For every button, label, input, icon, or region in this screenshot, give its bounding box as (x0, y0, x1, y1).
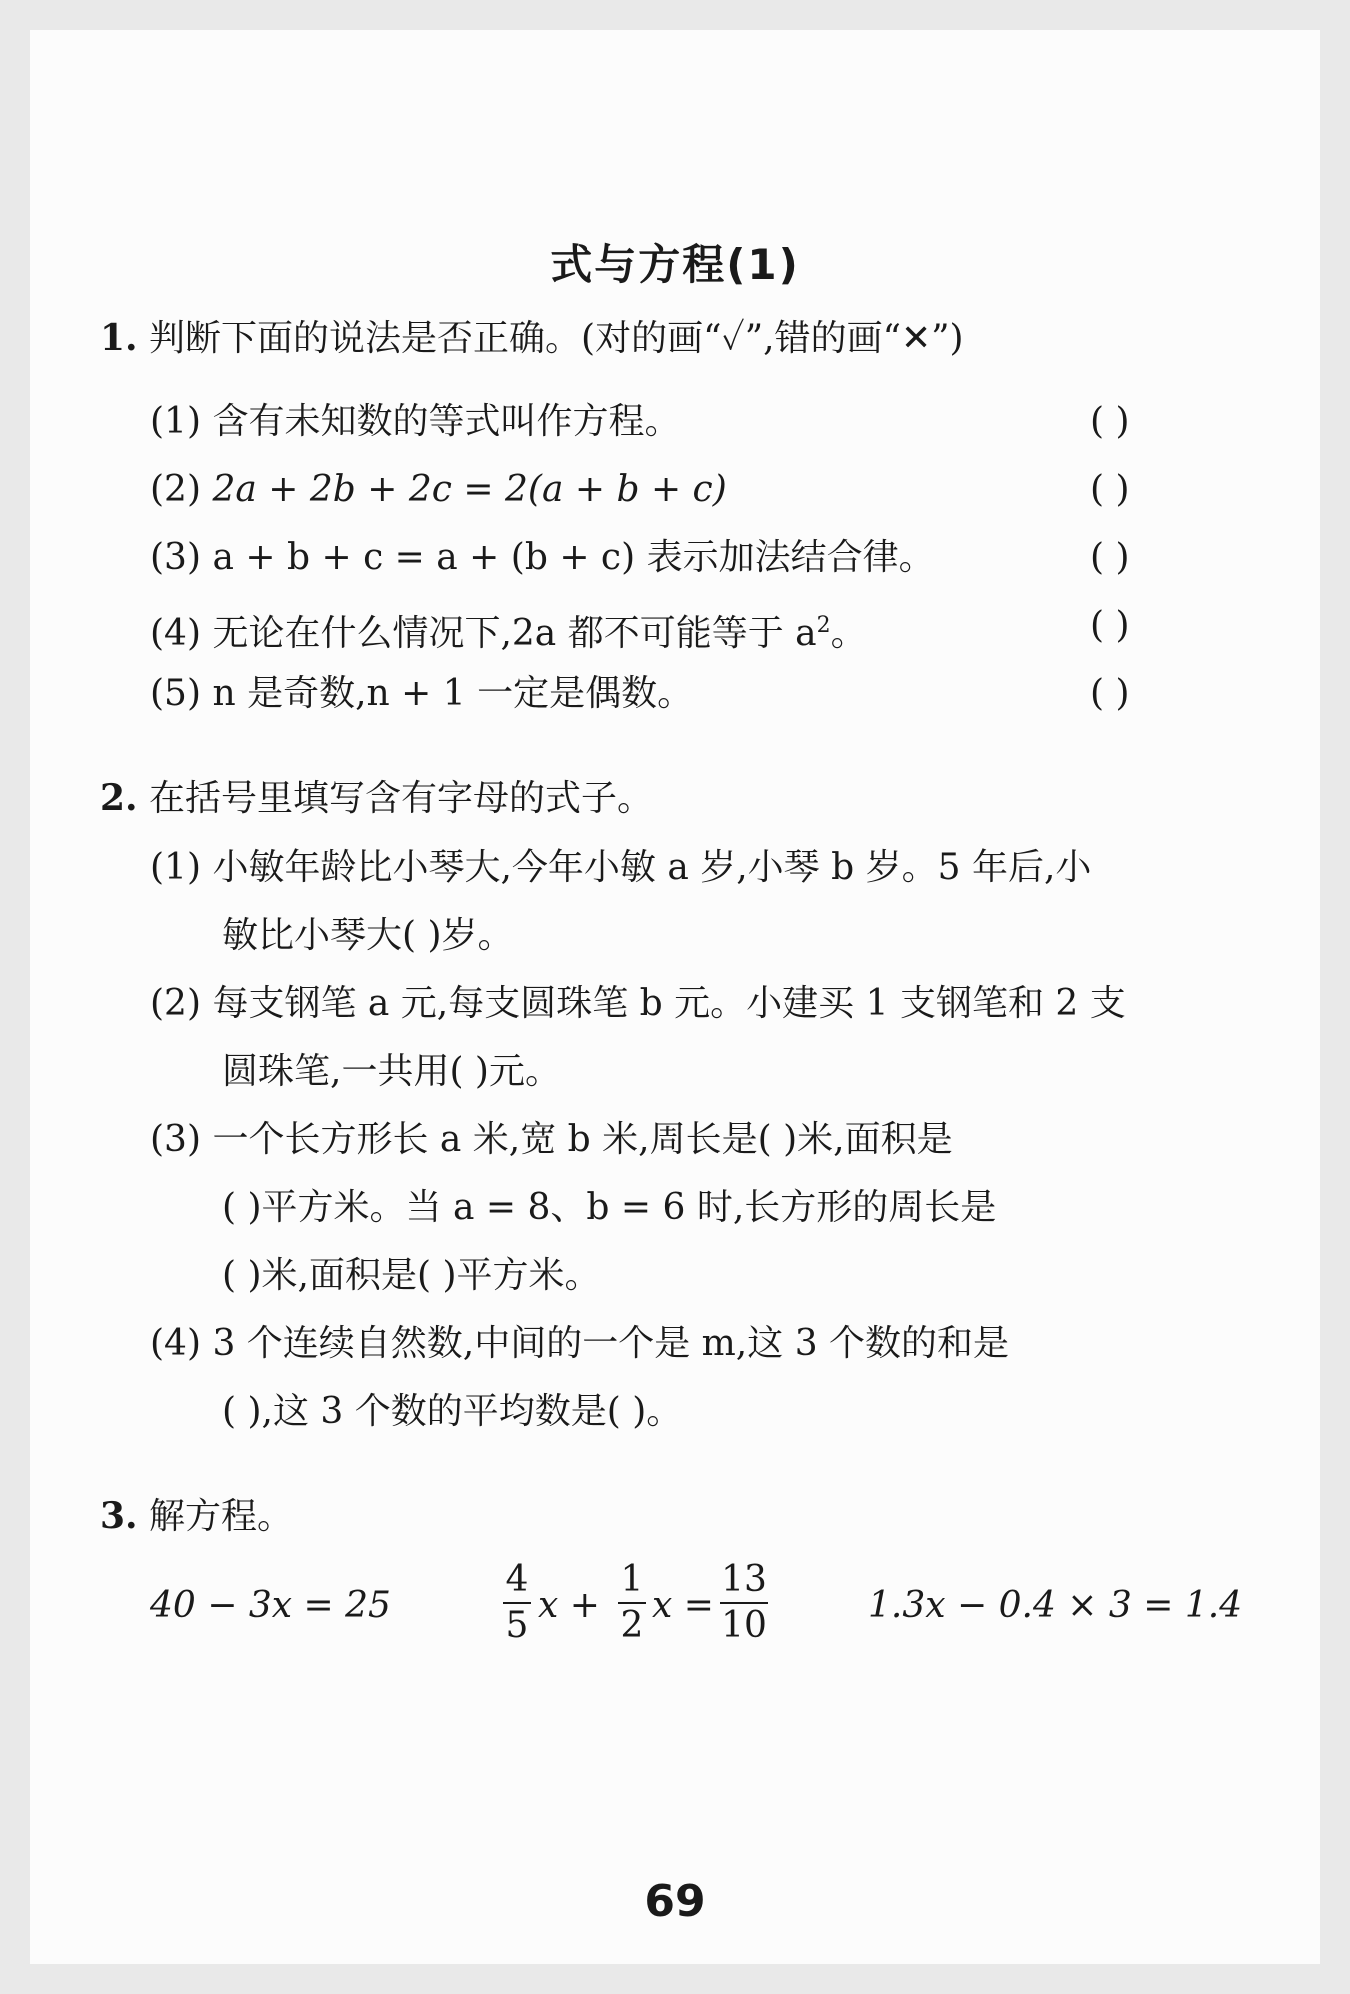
question-text: 解方程。 (149, 1496, 294, 1537)
question-number: 2. (100, 777, 138, 819)
answer-blank-2[interactable]: ( ) (1090, 469, 1130, 510)
item-text: 含有未知数的等式叫作方程。 (212, 401, 681, 442)
item-label: (1) (150, 401, 201, 442)
q2-line-2[interactable]: 敏比小琴大( )岁。 (222, 915, 514, 956)
equation-2-mid: x + (538, 1585, 600, 1626)
question-1 (100, 316, 964, 361)
question-number: 1. (100, 317, 138, 359)
item-text: 2a + 2b + 2c = 2(a + b + c) (212, 469, 727, 510)
q1-item-5 (150, 672, 693, 716)
superscript: 2 (816, 613, 831, 638)
item-text: 无论在什么情况下,2a 都不可能等于 a (212, 613, 817, 654)
fraction-3 (720, 1560, 768, 1646)
item-text-end: 。 (830, 613, 867, 654)
fraction-2 (618, 1560, 646, 1646)
item-label: (3) (150, 537, 201, 578)
equation-3: 1.3x − 0.4 × 3 = 1.4 (868, 1585, 1243, 1626)
question-text: 判断下面的说法是否正确。(对的画“✓”,错的画“✕”) (149, 318, 964, 359)
q1-item-2 (150, 468, 727, 512)
item-text: a + b + c = a + (b + c) 表示加法结合律。 (212, 537, 935, 578)
q2-line-9[interactable]: ( ),这 3 个数的平均数是( )。 (222, 1391, 683, 1432)
fraction-bar (618, 1602, 646, 1604)
fraction-bar (503, 1602, 531, 1604)
q1-item-3 (150, 536, 935, 580)
numerator: 1 (620, 1559, 644, 1600)
q2-line-5[interactable]: (3) 一个长方形长 a 米,宽 b 米,周长是( )米,面积是 (150, 1119, 953, 1160)
q2-line-8: (4) 3 个连续自然数,中间的一个是 m,这 3 个数的和是 (150, 1323, 1010, 1364)
denominator: 2 (620, 1605, 644, 1646)
question-2 (100, 776, 653, 821)
page-number: 69 (644, 1876, 706, 1927)
item-label: (2) (150, 469, 201, 510)
question-text: 在括号里填写含有字母的式子。 (149, 778, 654, 819)
item-label: (5) (150, 673, 201, 714)
item-text: n 是奇数,n + 1 一定是偶数。 (212, 673, 694, 714)
answer-blank-5[interactable]: ( ) (1090, 673, 1130, 714)
equation-2-mid2: x = (652, 1585, 714, 1626)
numerator: 4 (505, 1559, 529, 1600)
q2-line-4[interactable]: 圆珠笔,一共用( )元。 (222, 1051, 561, 1092)
answer-blank-1[interactable]: ( ) (1090, 401, 1130, 442)
q2-line-1: (1) 小敏年龄比小琴大,今年小敏 a 岁,小琴 b 岁。5 年后,小 (150, 847, 1092, 888)
question-3 (100, 1494, 293, 1539)
answer-blank-4[interactable]: ( ) (1090, 605, 1130, 646)
equation-1: 40 − 3x = 25 (150, 1585, 391, 1626)
denominator: 5 (505, 1605, 529, 1646)
q2-line-7[interactable]: ( )米,面积是( )平方米。 (222, 1255, 601, 1296)
q1-item-4 (150, 604, 867, 656)
denominator: 10 (721, 1605, 767, 1646)
question-number: 3. (100, 1495, 138, 1537)
page-title: 式与方程(1) (550, 240, 800, 289)
numerator: 13 (721, 1559, 767, 1600)
q2-line-3: (2) 每支钢笔 a 元,每支圆珠笔 b 元。小建买 1 支钢笔和 2 支 (150, 983, 1126, 1024)
q2-line-6[interactable]: ( )平方米。当 a = 8、b = 6 时,长方形的周长是 (222, 1187, 997, 1228)
answer-blank-3[interactable]: ( ) (1090, 537, 1130, 578)
item-label: (4) (150, 613, 201, 654)
fraction-1 (503, 1560, 531, 1646)
fraction-bar (720, 1602, 768, 1604)
q1-item-1 (150, 400, 680, 444)
